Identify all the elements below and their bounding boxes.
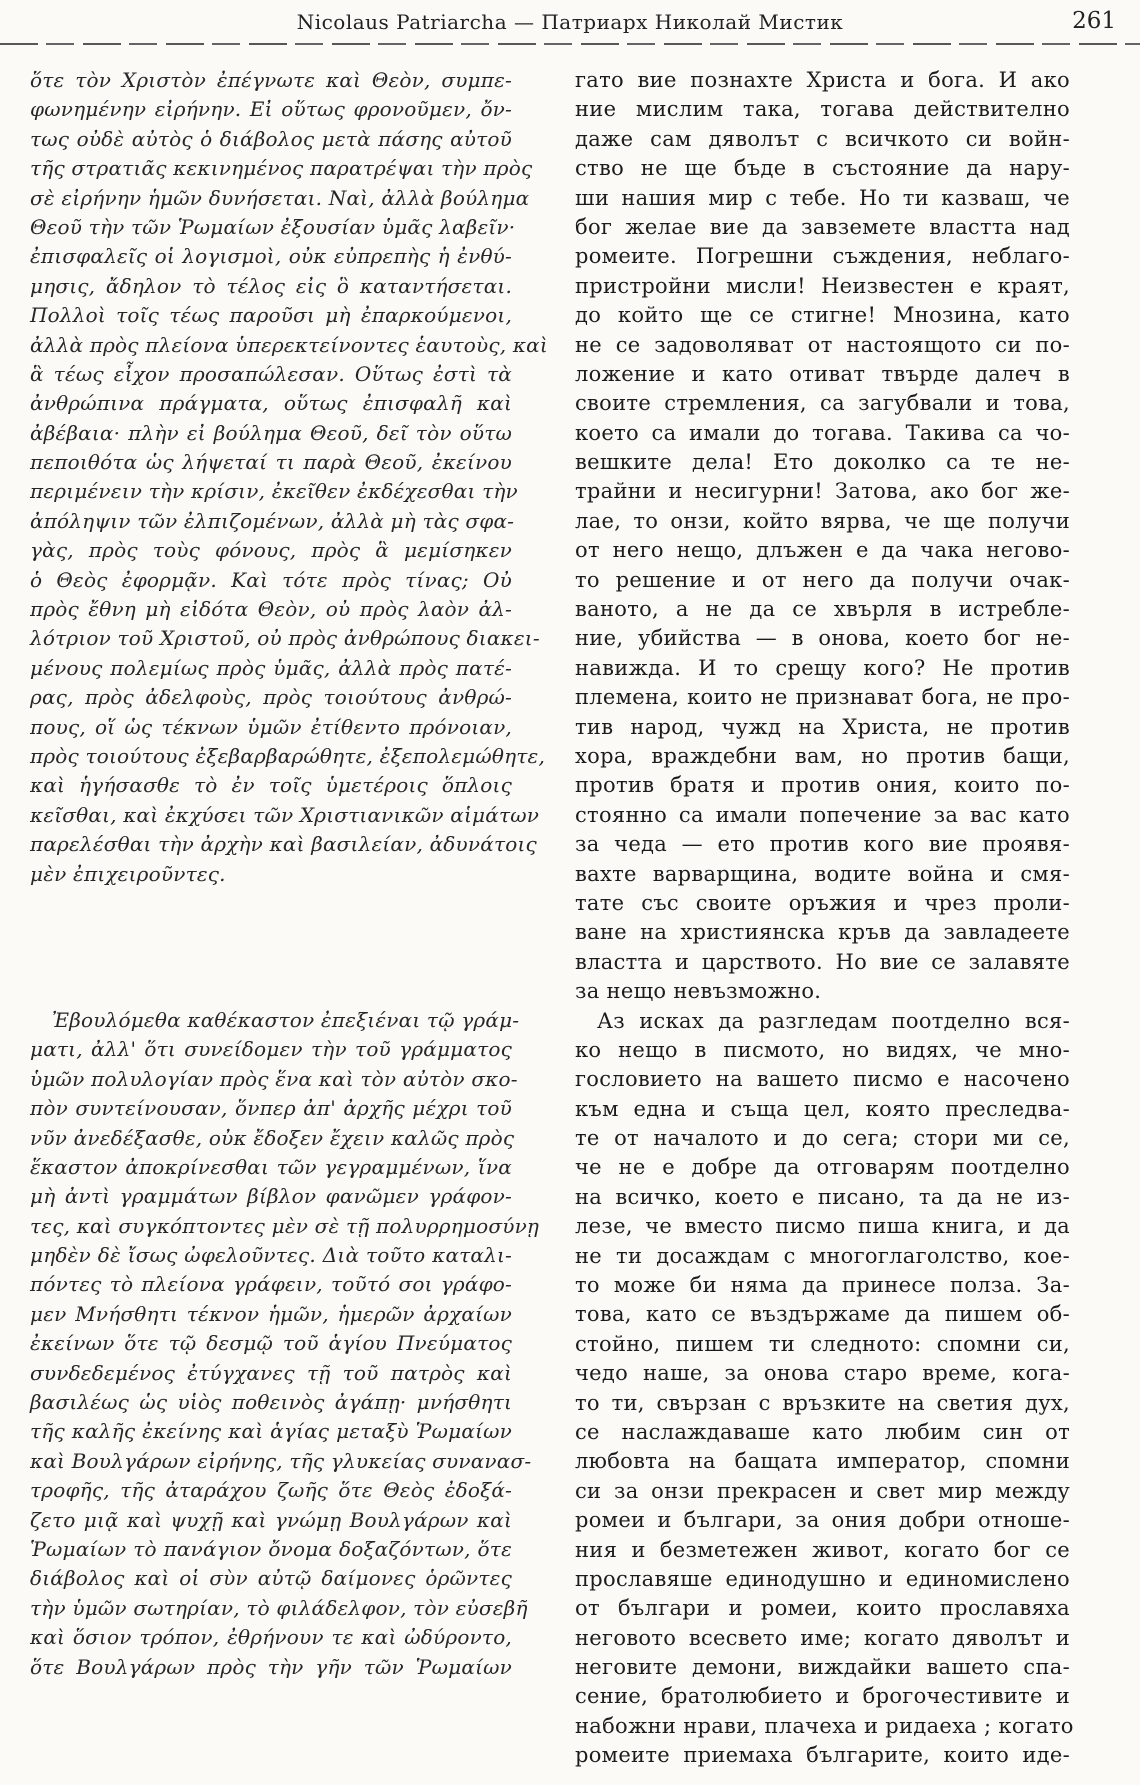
text-line: ὅτε Βουλγάρων πρὸς τὴν γῆν τῶν Ῥωμαίων (30, 1654, 512, 1679)
text-line: пристройни мисли! Неизвестен е краят, (575, 273, 1070, 298)
text-line: за чеда — ето против кого вие проявя- (575, 832, 1070, 857)
text-line: против братя и против ония, които по- (575, 773, 1070, 798)
text-line: не се задоволяват от настоящото си по- (575, 332, 1070, 357)
text-line: καὶ ἡγήσασθε τὸ ἐν τοῖς ὑμετέροις ὅπλοις (30, 773, 512, 798)
text-line: ζετο μιᾷ καὶ ψυχῇ καὶ γνώμῃ Βουλγάρων καὶ (30, 1507, 512, 1532)
text-line: от българи и ромеи, които прославяха (575, 1596, 1070, 1621)
text-line: καὶ ὅσιον τρόπον, ἐθρήνουν τε καὶ ὠδύροντο, (30, 1625, 512, 1650)
text-line: тате със своите оръжия и чрез проли- (575, 890, 1070, 915)
text-line: μεν Μνήσθητι τέκνον ἡμῶν, ἡμερῶν ἀρχαίων (30, 1301, 512, 1326)
text-line: своите стремления, са загубвали и това, (575, 391, 1070, 416)
text-line: γὰς, πρὸς τοὺς φόνους, πρὸς ἃ μεμίσηκεν (30, 538, 512, 563)
text-line: μησις, ἄδηλον τὸ τέλος εἰς ὃ καταντήσεται. (30, 273, 512, 298)
text-line: което са имали до тогава. Такива са чо- (575, 420, 1070, 445)
text-line: до който ще се стигне! Мнозина, като (575, 303, 1070, 328)
text-line: за нещо невъзможно. (575, 979, 822, 1004)
text-line: гословието на вашето писмо е насочено (575, 1067, 1070, 1092)
text-line: βασιλέως ὡς υἱὸς ποθεινὸς ἀγάπῃ· μνήσθητι (30, 1390, 512, 1415)
text-line: ρας, πρὸς ἀδελφοὺς, πρὸς τοιούτους ἀνθρώ- (30, 685, 512, 710)
text-line: τροφῆς, τῆς ἀταράχου ζωῆς ὅτε Θεὸς ἐδοξά- (30, 1478, 512, 1503)
text-line: ἃ τέως εἶχον προσαπώλεσαν. Οὕτως ἐστὶ τὰ (30, 361, 512, 386)
text-line: набожни нрави, плачеха и ридаеха ; когато (575, 1713, 1074, 1738)
text-line: ἀνθρώπινα πράγματα, οὕτως ἐπισφαλῆ καὶ (30, 391, 512, 416)
text-line: вешките дела! Ето доколко са те не- (575, 450, 1070, 475)
text-line: ния и безметежен живот, когато бог се (575, 1537, 1070, 1562)
text-line: тив народ, чужд на Христа, не против (575, 714, 1070, 739)
text-line: гато вие познахте Христа и бога. И ако (575, 68, 1070, 92)
text-line: μὲν ἐπιχειροῦντες. (30, 861, 226, 886)
text-line: неговото всесвето име; когато дяволът и (575, 1625, 1070, 1650)
text-line: περιμένειν τὴν κρίσιν, ἐκεῖθεν ἐκδέχεσθαι τὴν (30, 479, 518, 504)
header-rule (0, 43, 1140, 45)
text-line: неговите демони, виждайки вашето спа- (575, 1655, 1070, 1680)
text-line: τως οὐδὲ αὐτὸς ὁ διάβολος μετὰ πάσης αὐτοῦ (30, 126, 512, 151)
text-line: πεποιθότα ὡς λήψεταί τι παρὰ Θεοῦ, ἐκείνου (30, 450, 512, 475)
text-line: τῆς καλῆς ἐκείνης καὶ ἁγίας μεταξὺ Ῥωμαίων (30, 1419, 512, 1444)
text-line: τες, καὶ συγκόπτοντες μὲν σὲ τῇ πολυρρημοσύνῃ (30, 1213, 540, 1238)
text-line: καὶ Βουλγάρων εἰρήνης, τῆς γλυκείας συνανασ- (30, 1448, 532, 1473)
text-line: πους, οἵ ὡς τέκνων ὑμῶν ἐτίθεντο πρόνοιαν, (30, 714, 512, 739)
text-line: ἀβέβαια· πλὴν εἰ βούλημα Θεοῦ, δεῖ τὸν οὕτω (30, 420, 512, 445)
text-line: ματι, ἀλλ' ὅτι συνείδομεν τὴν τοῦ γράμματος (30, 1037, 512, 1062)
text-line: ὅτε τὸν Χριστὸν ἐπέγνωτε καὶ Θεὸν, συμπε- (30, 68, 512, 92)
text-line: τὴν ὑμῶν σωτηρίαν, τὸ φιλάδελφον, τὸν εὐσεβῆ (30, 1595, 528, 1620)
text-line: ἀλλὰ πρὸς πλείονα ὑπερεκτείνοντες ἑαυτοὺς, καὶ (30, 332, 548, 357)
text-line: навижда. И то срещу кого? Не против (575, 655, 1070, 680)
text-line: πὸν συντείνουσαν, ὅνπερ ἀπ' ἀρχῆς μέχρι τοῦ (30, 1096, 512, 1121)
text-line: прославяше единодушно и единомислено (575, 1566, 1070, 1591)
text-line: ἕκαστον ἀποκρίνεσθαι τῶν γεγραμμένων, ἵνα (30, 1154, 512, 1179)
greek-column (30, 66, 548, 1682)
text-line: стоянно са имали попечение за вас като (575, 802, 1070, 827)
text-line: διάβολος καὶ οἱ σὺν αὐτῷ δαίμονες ὁρῶντες (30, 1566, 512, 1591)
text-line: ромеите. Погрешни съждения, неблаго- (575, 244, 1070, 269)
text-line: ромеи и българи, за ония добри отноше- (575, 1508, 1070, 1533)
text-line: то ти, свързан с връзките на светия дух, (575, 1390, 1070, 1415)
running-title: Nicolaus Patriarcha — Патриарх Николай Мистик (296, 10, 844, 34)
bulgarian-column (575, 66, 1074, 1771)
text-line: любовта на бащата император, спомни (575, 1449, 1070, 1474)
text-line: ство не ще бъде в състояние да нару- (575, 156, 1070, 181)
text-line: властта и царството. Но вие се залавяте (575, 949, 1070, 974)
text-line: ἐκείνων ὅτε τῷ δεσμῷ τοῦ ἁγίου Πνεύματος (30, 1331, 512, 1356)
text-line: към една и съща цел, която преследва- (575, 1096, 1070, 1121)
text-line: παρελέσθαι τὴν ἀρχὴν καὶ βασιλείαν, ἀδυνάτοις (30, 832, 537, 857)
text-line: си за онзи прекрасен и свет мир между (575, 1478, 1070, 1503)
text-line: φωνημένην εἰρήνην. Εἰ οὕτως φρονοῦμεν, ὄν- (30, 97, 512, 122)
text-line: Ῥωμαίων τὸ πανάγιον ὄνομα δοξαζόντων, ὅτε (30, 1536, 512, 1561)
text-line: σὲ εἰρήνην ἡμῶν δυνήσεται. Ναὶ, ἀλλὰ βούλημα (30, 185, 530, 210)
text-line: νῦν ἀνεδέξασθε, οὐκ ἔδοξεν ἔχειν καλῶς πρὸς (30, 1125, 515, 1150)
text-line: на всичко, което е писано, та да не из- (575, 1184, 1070, 1209)
text-line: даже сам дяволът с всичкото си войн- (575, 126, 1070, 151)
text-line: се наслаждаваше като любим син от (575, 1419, 1070, 1444)
text-line: ване на християнска кръв да завладеете (575, 920, 1070, 945)
text-line: Ἐβουλόμεθα καθέκαστον ἐπεξιέναι τῷ γράμ- (52, 1007, 520, 1032)
text-line: от него нещо, длъжен е да чака негово- (575, 538, 1070, 563)
paragraph (30, 66, 548, 889)
text-line: ние мислим така, тогава действително (575, 97, 1070, 122)
text-line: ние, убийства — в онова, което бог не- (575, 626, 1070, 651)
text-line: ὑμῶν πολυλογίαν πρὸς ἕνα καὶ τὸν αὐτὸν σκο- (30, 1066, 518, 1091)
text-line: сение, братолюбието и брогочестивите и (575, 1684, 1070, 1709)
text-line: това, като се въздържаме да пишем об- (575, 1302, 1070, 1327)
text-line: бог желае вие да завземете властта над (575, 214, 1070, 239)
text-line: не ти досаждам с многоглаголство, кое- (575, 1243, 1070, 1268)
text-line: трайни и несигурни! Затова, ако бог же- (575, 479, 1070, 504)
text-line: чедо наше, за онова старо време, кога- (575, 1361, 1070, 1386)
paragraph (575, 1007, 1074, 1771)
text-line: πρὸς ἔθνη μὴ εἰδότα Θεὸν, οὐ πρὸς λαὸν ἀλ- (30, 597, 512, 622)
text-line: ваното, а не да се хвърля в истребле- (575, 597, 1070, 622)
text-line: Θεοῦ τὴν τῶν Ῥωμαίων ἐξουσίαν ὑμᾶς λαβεῖν· (30, 214, 516, 239)
text-line: τῆς στρατιᾶς κεκινημένος παρατρέψαι τὴν πρὸς (30, 156, 533, 181)
text-line: те от началото и до сега; стори ми се, (575, 1126, 1070, 1151)
text-line: συνδεδεμένος ἐτύγχανες τῇ τοῦ πατρὸς καὶ (30, 1360, 512, 1385)
text-line: лезе, че вместо писмо пиша книга, и да (575, 1214, 1070, 1239)
text-line: лае, то онзи, който вярва, че ще получи (575, 508, 1070, 533)
text-line: Πολλοὶ τοῖς τέως παροῦσι μὴ ἐπαρκούμενοι, (30, 303, 512, 328)
text-line: πρὸς τοιούτους ἐξεβαρβαρώθητε, ἐξεπολεμώθητε, (30, 743, 546, 768)
text-line: λότριον τοῦ Χριστοῦ, οὐ πρὸς ἀνθρώπους διακει- (30, 626, 540, 651)
paragraph (30, 1006, 540, 1682)
paragraph (575, 66, 1070, 1007)
text-line: μένους πολεμίως πρὸς ὑμᾶς, ἀλλὰ πρὸς πατέ- (30, 655, 512, 680)
text-line: вахте варварщина, водите война и смя- (575, 861, 1070, 886)
text-line: то решение и от него да получи очак- (575, 567, 1070, 592)
text-line: Аз исках да разгледам поотделно вся- (597, 1008, 1070, 1033)
text-line: племена, които не признават бога, не про- (575, 685, 1070, 710)
text-line: πόντες τὸ πλείονα γράφειν, τοῦτό σοι γράφο- (30, 1272, 512, 1297)
page-number: 261 (1072, 8, 1116, 34)
text-line: μηδὲν δὲ ἴσως ὠφελοῦντες. Διὰ τοῦτο καταλι- (30, 1243, 512, 1268)
text-line: ложение и като отиват твърде далеч в (575, 361, 1070, 386)
text-line: ὁ Θεὸς ἐφορμᾷν. Καὶ τότε πρὸς τίνας; Οὐ (30, 567, 512, 592)
text-line: ἀπόληψιν τῶν ἐλπιζομένων, ἀλλὰ μὴ τὰς σφα- (30, 508, 515, 533)
text-line: ши нашия мир с тебе. Но ти казваш, че (575, 185, 1070, 210)
text-line: хора, враждебни вам, но против бащи, (575, 743, 1070, 768)
text-line: то може би няма да принесе полза. За- (575, 1273, 1070, 1298)
text-line: ко нещо в писмото, но видях, че мно- (575, 1037, 1070, 1062)
text-line: стойно, пишем ти следното: спомни си, (575, 1331, 1070, 1356)
text-line: κεῖσθαι, καὶ ἐκχύσει τῶν Χριστιανικῶν αἱμάτων (30, 802, 540, 827)
text-line: μὴ ἀντὶ γραμμάτων βίβλον φανῶμεν γράφον- (30, 1184, 512, 1209)
text-line: ромеите приемаха българите, които иде- (575, 1743, 1070, 1768)
text-line: че не е добре да отговарям поотделно (575, 1155, 1070, 1180)
text-line: ἐπισφαλεῖς οἱ λογισμοὶ, οὐκ εὐπρεπὴς ἡ ἐνθύ- (30, 244, 512, 269)
